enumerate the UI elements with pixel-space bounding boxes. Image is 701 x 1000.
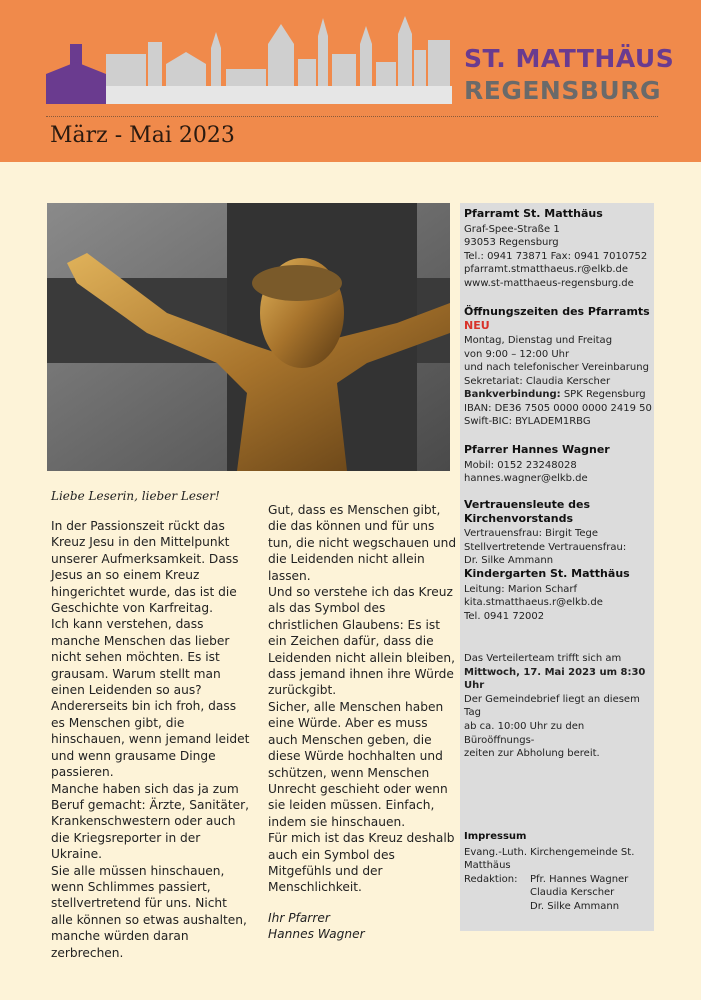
paragraph: Ich kann verstehen, dass manche Menschen das lieber nicht sehen möchten. Es ist grausam. Warum stellt man einen Leidenden so aus?	[51, 617, 230, 698]
pastor-email[interactable]: hannes.wagner@elkb.de	[464, 473, 588, 485]
imprint-title: Impressum	[464, 831, 527, 842]
board-line: Stellvertretende Vertrauensfrau:	[464, 541, 627, 553]
office-phone: Tel.: 0941 73871 Fax: 0941 7010752	[464, 250, 648, 262]
issue-date: März - Mai 2023	[50, 123, 235, 148]
distribution-line: ab ca. 10:00 Uhr zu den Büroöffnungs-	[464, 720, 585, 746]
imprint-org: Evang.-Luth. Kirchengemeinde St. Matthäus	[464, 846, 635, 872]
brand-name: ST. MATTHÄUS	[464, 44, 675, 73]
paragraph: Andererseits bin ich froh, dass es Menschen gibt, die hinschauen, wenn jemand leidet und wenn grausame Dinge passieren.	[51, 699, 250, 780]
paragraph: Und so verstehe ich das Kreuz als das Symbol des christlichen Glaubens: Es ist ein Zeichen dafür, dass die Leidenden nicht allein bleiben, dass jemand ihnen ihre Würde zurückgibt.	[268, 585, 456, 698]
bank-name: SPK Regensburg	[563, 389, 646, 400]
paragraph: Für mich ist das Kreuz deshalb auch ein Symbol des Mitgefühls und der Menschlichkeit.	[268, 831, 455, 895]
paragraph: Sie alle müssen hinschauen, wenn Schlimmes passiert, stellvertretend für uns. Nicht alle können so etwas aushalten, manche würden daran zerbrechen.	[51, 863, 247, 960]
imprint-name: Pfr. Hannes Wagner	[530, 873, 629, 885]
imprint-name: Dr. Silke Ammann	[530, 900, 620, 912]
pastor-title: Pfarrer Hannes Wagner	[464, 443, 610, 456]
greeting: Liebe Leserin, lieber Leser!	[51, 489, 220, 503]
office-email[interactable]: pfarramt.stmatthaeus.r@elkb.de	[464, 264, 629, 276]
city-skyline-logo	[46, 14, 456, 104]
office-block	[464, 207, 654, 291]
distribution-line: Der Gemeindebrief liegt an diesem Tag	[464, 693, 640, 719]
kita-lead: Leitung: Marion Scharf	[464, 583, 578, 595]
distribution-block	[464, 652, 654, 761]
paragraph: Sicher, alle Menschen haben eine Würde. Aber es muss auch Menschen geben, die diese Würde hochhalten und schützen, wenn Menschen Unrecht geschieht oder wenn sie leiden müssen. Einfach, indem sie hinschauen.	[268, 699, 448, 829]
signature-line2: Hannes Wagner	[268, 927, 365, 942]
imprint-block	[464, 830, 654, 914]
distribution-line: zeiten zur Abholung bereit.	[464, 748, 600, 760]
paragraph: In der Passionszeit rückt das Kreuz Jesu in den Mittelpunkt unserer Aufmerksamkeit. Dass Jesus an so einem Kreuz hingerichtet wurde, das ist die Geschichte von Karfreitag.	[51, 519, 239, 616]
hours-line: und nach telefonischer Vereinbarung	[464, 362, 649, 374]
divider	[46, 116, 658, 117]
kita-block	[464, 567, 654, 623]
letter-column-1	[51, 518, 251, 961]
office-street: Graf-Spee-Straße 1	[464, 223, 560, 235]
hours-line: Montag, Dienstag und Freitag	[464, 335, 613, 347]
crucifix-photo	[47, 203, 450, 471]
hours-title: Öffnungszeiten des Pfarramts	[464, 305, 650, 318]
office-city: 93053 Regensburg	[464, 237, 559, 249]
bank-block	[464, 388, 654, 429]
bank-iban: IBAN: DE36 7505 0000 0000 2419 50	[464, 402, 652, 414]
kita-email[interactable]: kita.stmatthaeus.r@elkb.de	[464, 597, 603, 609]
pastor-mobile: Mobil: 0152 23248028	[464, 459, 577, 471]
bank-bic: Swift-BIC: BYLADEM1RBG	[464, 416, 591, 428]
distribution-line: Das Verteilerteam trifft sich am	[464, 653, 622, 664]
new-badge: NEU	[464, 318, 490, 332]
paragraph: Manche haben sich das ja zum Beruf gemacht: Ärzte, Sanitäter, Krankenschwestern oder auch die Kriegsreporter in der Ukraine.	[51, 781, 250, 862]
office-title: Pfarramt St. Matthäus	[464, 207, 603, 220]
bank-label: Bankverbindung:	[464, 389, 561, 400]
pastor-block	[464, 443, 654, 486]
header-band	[0, 0, 701, 162]
imprint-name: Claudia Kerscher	[530, 887, 615, 899]
board-line: Vertrauensfrau: Birgit Tege	[464, 528, 599, 540]
board-line: Dr. Silke Ammann	[464, 555, 554, 567]
distribution-date: Mittwoch, 17. Mai 2023 um 8:30 Uhr	[464, 666, 646, 692]
paragraph: Gut, dass es Menschen gibt, die das können und für uns tun, die nicht wegschauen und die Leidenden nicht allein lassen.	[268, 503, 457, 583]
board-block	[464, 498, 654, 568]
hours-line: von 9:00 – 12:00 Uhr	[464, 348, 570, 360]
office-web[interactable]: www.st-matthaeus-regensburg.de	[464, 277, 634, 289]
imprint-label: Redaktion:	[464, 873, 518, 885]
brand-city: REGENSBURG	[464, 76, 661, 105]
hours-block	[464, 305, 654, 389]
board-title: Vertrauensleute des Kirchenvorstands	[464, 498, 591, 525]
letter-column-2	[268, 502, 458, 943]
kita-title: Kindergarten St. Matthäus	[464, 567, 630, 580]
signature-line1: Ihr Pfarrer	[268, 910, 330, 925]
hours-line: Sekretariat: Claudia Kerscher	[464, 375, 611, 387]
kita-phone: Tel. 0941 72002	[464, 610, 545, 622]
